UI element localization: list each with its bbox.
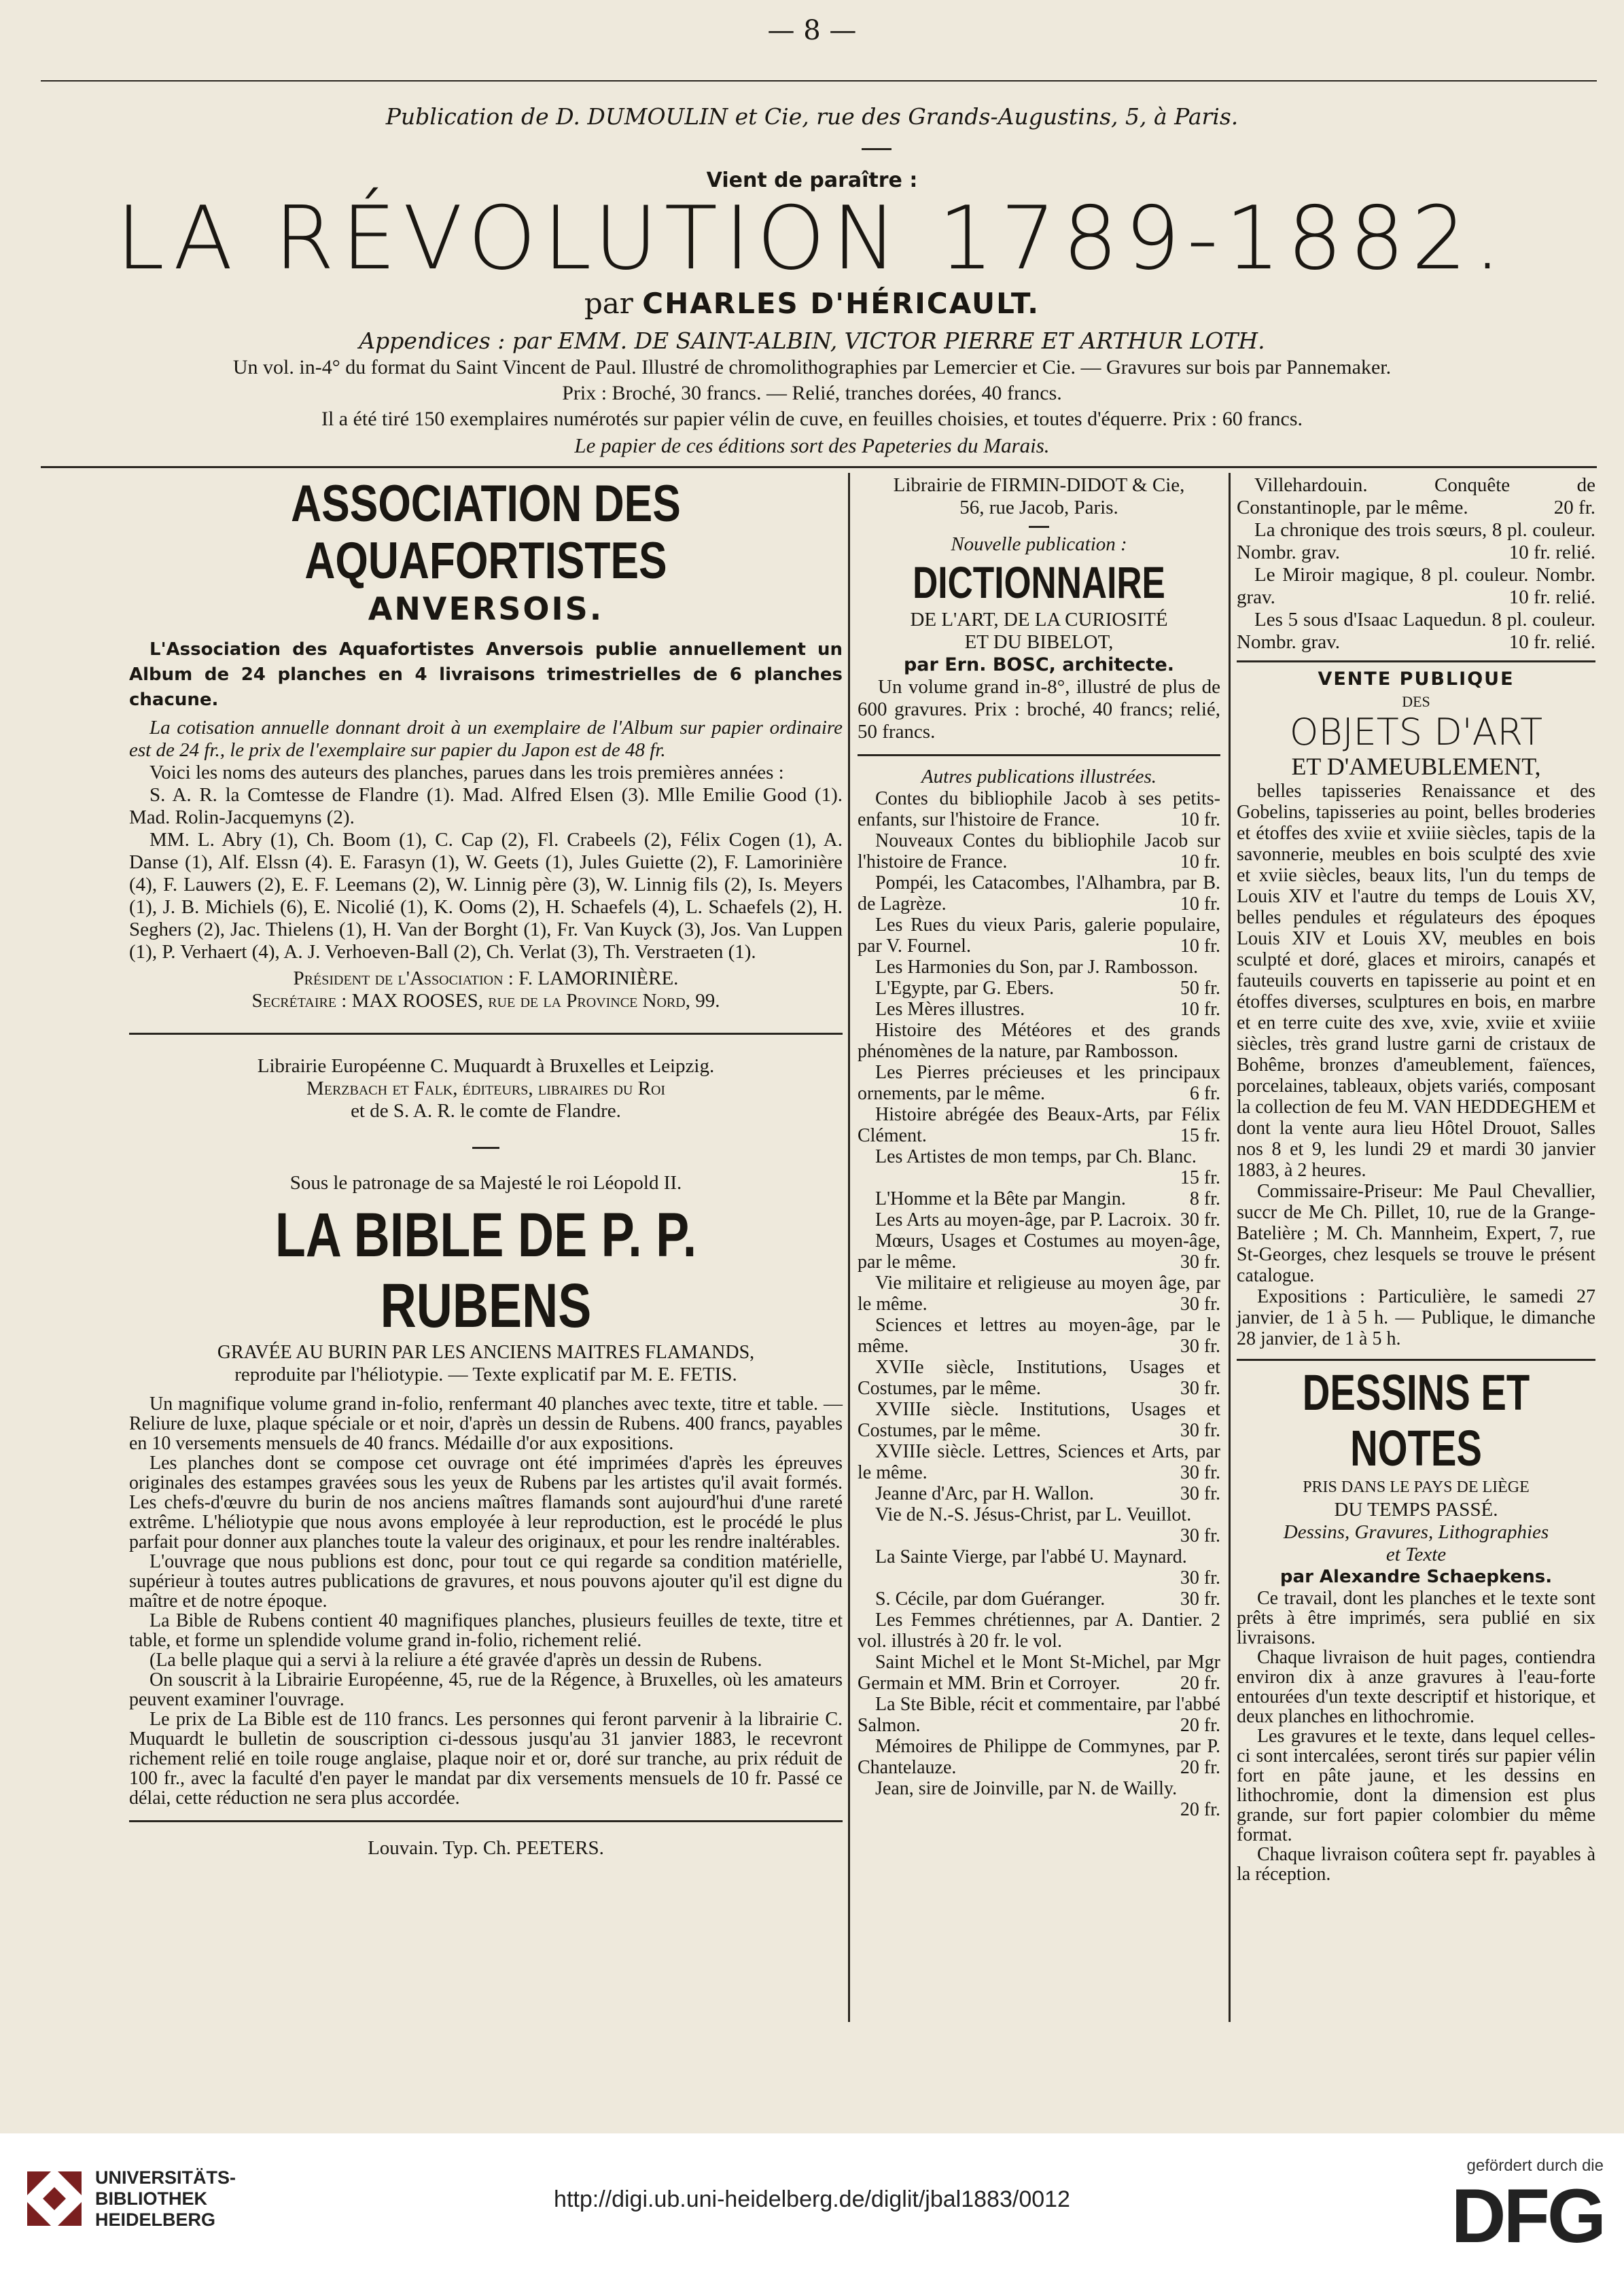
vente-paragraph: Expositions : Particulière, le samedi 27 janvier, de 1 à 5 h. — Publique, le dimanche 28 janvier, de 1 à 5 h. bbox=[1237, 1286, 1595, 1349]
publication-entry-price: 10 fr. relié. bbox=[1508, 542, 1595, 563]
publication-entry-price: 20 fr. bbox=[1553, 497, 1595, 518]
announce: Vient de paraître : bbox=[706, 168, 918, 192]
publication-entry-price: 10 fr. bbox=[1180, 851, 1220, 872]
publication-entry-price: 10 fr. relié. bbox=[1508, 631, 1595, 653]
paper-note: Le papier de ces éditions sort des Papeteries du Marais. bbox=[574, 433, 1050, 457]
publication-entry bbox=[858, 1546, 1220, 1588]
dessins-author: par Alexandre Schaepkens. bbox=[1279, 1567, 1553, 1587]
publication-entry-text: Histoire abrégée des Beaux-Arts, par Félix Clément. bbox=[858, 1104, 1220, 1146]
column-3 bbox=[1237, 474, 1595, 1884]
publication-entry bbox=[858, 1694, 1220, 1736]
publication-entry-text: Jeanne d'Arc, par H. Wallon. bbox=[875, 1483, 1094, 1504]
publication-entry bbox=[858, 1778, 1220, 1820]
publication-entry bbox=[858, 1020, 1220, 1062]
assoc-president: Président de l'Association : F. LAMORINIÈRE. bbox=[293, 968, 679, 989]
publication-entry-text: Mémoires de Philippe de Commynes, par P. Chantelauze. bbox=[858, 1736, 1220, 1778]
publication-entry bbox=[1237, 474, 1595, 519]
assoc-authors: MM. L. Abry (1), Ch. Boom (1), C. Cap (2), Fl. Crabeels (2), Félix Cogen (1), A. Danse (1), Alf. Elssn (4). E. Farasyn (1), W. Geets (1), Jules Guiette (2), F. Lamorinière (4), F. Lauwers (2), E. F. Leemans (2), W. Linnig père (3), W. Linnig fils (2), Is. Meyers (1), J. B. Michiels (6), E. Nicolié (1), K. Ooms (2), H. Schaefels (4), L. Schaefels (2), H. Seghers (2), Jac. Thielens (1), H. Van der Borght (1), Fr. Van Kuyck (3), Jos. Van Luppen (1), P. Verhaert (4), A. J. Verhoeven-Ball (2), Ch. Verlat (3), Th. Verstraeten (1). bbox=[129, 829, 843, 963]
des: DES bbox=[1402, 693, 1430, 710]
dessins-subtitle-3: Dessins, Gravures, Lithographies bbox=[1283, 1521, 1549, 1543]
publication-entry-text: L'Homme et la Bête par Mangin. bbox=[875, 1188, 1126, 1209]
book-details: Un vol. in-4° du format du Saint Vincent de Paul. Illustré de chromolithographies par Lemercier et Cie. — Gravures sur bois par Pannemaker. bbox=[232, 356, 1392, 378]
bible-subtitle-2: reproduite par l'héliotypie. — Texte explicatif par M. E. FETIS. bbox=[234, 1364, 737, 1385]
publication-entry-text: XVIIe siècle, Institutions, Usages et Costumes, par le même. bbox=[858, 1357, 1220, 1399]
author-line bbox=[0, 287, 1624, 320]
library-name-line: HEIDELBERG bbox=[95, 2209, 216, 2230]
librairie-line-3: et de S. A. R. le comte de Flandre. bbox=[351, 1100, 621, 1122]
assoc-subtitle: ANVERSOIS. bbox=[368, 590, 604, 627]
vente-paragraph: Commissaire-Priseur: Me Paul Chevallier, succr de Me Ch. Pillet, 10, rue de la Grange-Batelière ; M. Ch. Mannheim, Expert, 7, rue St-Georges, chez lesquels se trouve le présent catalogue. bbox=[1237, 1181, 1595, 1286]
publication-entry-price: 30 fr. bbox=[1180, 1525, 1220, 1546]
publication-entry-price: 30 fr. bbox=[1180, 1294, 1220, 1315]
digitization-footer bbox=[0, 2133, 1624, 2272]
publication-entry-price: 10 fr. bbox=[1180, 809, 1220, 830]
printer: Louvain. Typ. Ch. PEETERS. bbox=[368, 1837, 604, 1859]
vente-paragraph: belles tapisseries Renaissance et des Gobelins, tapisseries au point, belles broderies et étoffes des xviie et xviiie siècles, tapis de la savonnerie, meubles en bois sculpté des xvie et xviie siècles, beaux lits, l'un du temps de Louis XIV et l'autre du temps de Louis XV, belles pendules et régulateurs des époques Louis XIV et Louis XV, meubles en bois sculpté et doré, glaces et miroirs, canapés et fauteuils couverts en tapisserie au point et en étoffes diverses, sculptures en bois, en marbre et en terre cuite des xve, xvie, xviie et xviiie siècles, très grand lustre garni de cristaux de Bohême, bronzes d'ameublement, faïences, porcelaines, tableaux, objets variés, composant la collection de feu M. VAN HEDDEGHEM et dont la vente aura lieu Hôtel Drouot, Salles nos 8 et 9, les lundi 29 et mardi 30 janvier 1883, à 2 heures. bbox=[1237, 781, 1595, 1181]
column-rule-1 bbox=[848, 473, 850, 2022]
book-edition: Il a été tiré 150 exemplaires numérotés sur papier vélin de cuve, en feuilles choisies, et toutes d'équerre. Prix : 60 francs. bbox=[321, 408, 1303, 430]
top-rule bbox=[41, 466, 1597, 468]
bible-paragraph: Un magnifique volume grand in-folio, renfermant 40 planches avec texte, titre et table. — Reliure de luxe, plaque spéciale or et noir, d'après un dessin de Rubens. 400 francs, payables en 10 versements mensuels de 40 francs. Médaille d'or aux expositions. bbox=[129, 1394, 843, 1454]
dessins-paragraph: Les gravures et le texte, dans lequel celles-ci sont intercalées, seront tirés sur papier vélin fort en pâte jaune, et les dessins en lithochromie, dont la dimension est plus grande, sur fort papier colombier du même format. bbox=[1237, 1726, 1595, 1845]
publication-entry-price: 50 fr. bbox=[1180, 978, 1220, 999]
dfg-logo: DFG bbox=[1451, 2173, 1604, 2258]
publication-entry-text: Sciences et lettres au moyen-âge, par le même. bbox=[858, 1315, 1220, 1357]
author-prefix: par bbox=[584, 287, 633, 320]
dash bbox=[862, 148, 892, 150]
publication-entry-price: 20 fr. bbox=[1180, 1673, 1220, 1694]
column-rule-2 bbox=[1229, 473, 1231, 2022]
objets-d-art: OBJETS D'ART bbox=[1289, 711, 1543, 753]
autres-publications: Autres publications illustrées. bbox=[921, 766, 1157, 787]
source-url[interactable]: http://digi.ub.uni-heidelberg.de/diglit/jbal1883/0012 bbox=[554, 2186, 1070, 2212]
assoc-lead: L'Association des Aquafortistes Anversois publie annuellement un Album de 24 planches en 4 livraisons trimestrielles de 6 planches chacune. bbox=[129, 639, 843, 710]
book-title: LA RÉVOLUTION 1789-1882. bbox=[116, 188, 1508, 289]
publication-entry bbox=[858, 915, 1220, 957]
publication-entry-text: Jean, sire de Joinville, par N. de Wailly. bbox=[875, 1778, 1178, 1799]
publication-entry-text: Le Miroir magique, 8 pl. couleur. Nombr. grav. bbox=[1237, 564, 1595, 608]
bible-paragraph: Le prix de La Bible est de 110 francs. Les personnes qui feront parvenir à la librairie C. Muquardt le bulletin de souscription ci-dessous jusqu'au 31 janvier 1883, le recevront richement relié en toile rouge anglaise, plaque noir et or, doré sur tranche, au prix réduit de 100 fr., avec la faculté d'en payer le mandat par dix versements mensuels de 10 fr. Passé ce délai, cette réduction ne sera plus accordée. bbox=[129, 1709, 843, 1809]
publication-entry bbox=[858, 999, 1220, 1020]
publication-entry-price: 15 fr. bbox=[1180, 1125, 1220, 1146]
publication-entry-price: 10 fr. bbox=[1180, 893, 1220, 915]
publication-entry-text: Les Arts au moyen-âge, par P. Lacroix. bbox=[875, 1209, 1172, 1230]
publication-entry bbox=[858, 1652, 1220, 1694]
publication-entry bbox=[858, 788, 1220, 830]
bible-paragraph: (La belle plaque qui a servi à la reliure a été gravée d'après un dessin de Rubens. bbox=[149, 1650, 762, 1671]
library-name bbox=[95, 2167, 236, 2231]
dictionnaire-title: DICTIONNAIRE bbox=[913, 557, 1165, 607]
publication-entry bbox=[858, 1230, 1220, 1273]
publication-entry-price: 30 fr. bbox=[1180, 1462, 1220, 1483]
publication-entry-text: Contes du bibliophile Jacob à ses petits-enfants, sur l'histoire de France. bbox=[858, 788, 1220, 830]
publication-list-continued bbox=[1237, 474, 1595, 654]
bible-paragraph: Les planches dont se compose cet ouvrage ont été imprimées d'après les épreuves originales des estampes gravées sous les yeux de Rubens par les artistes qu'il avait formés. Les chefs-d'œuvre du burin de nos anciens maîtres flamands sont aujourd'hui d'une rareté extrême. L'héliotypie que nous avons employée à leur reproduction, est le procédé le plus parfait pour donner aux planches toute la valeur des originaux, et pour les rendre inaltérables. bbox=[129, 1453, 843, 1552]
publication-entry-text: Les Femmes chrétiennes, par A. Dantier. 2 vol. illustrés à 20 fr. le vol. bbox=[858, 1610, 1220, 1652]
assoc-title: ASSOCIATION DES AQUAFORTISTES bbox=[291, 475, 681, 590]
publication-entry-text: Les Mères illustres. bbox=[875, 999, 1025, 1020]
publication-entry bbox=[858, 1104, 1220, 1146]
publication-entry-text: Vie militaire et religieuse au moyen âge, par le même. bbox=[858, 1273, 1220, 1315]
bible-paragraph: On souscrit à la Librairie Européenne, 45, rue de la Régence, à Bruxelles, où les amateurs peuvent examiner l'ouvrage. bbox=[129, 1669, 843, 1710]
publication-entry-text: Les Artistes de mon temps, par Ch. Blanc. bbox=[875, 1146, 1197, 1167]
publication-entry-price: 20 fr. bbox=[1180, 1715, 1220, 1736]
patronage: Sous le patronage de sa Majesté le roi Léopold II. bbox=[289, 1172, 682, 1194]
publication-entry-price: 20 fr. bbox=[1180, 1799, 1220, 1820]
university-logo-icon bbox=[20, 2165, 88, 2233]
publication-entry-text: L'Egypte, par G. Ebers. bbox=[875, 978, 1055, 999]
appendices: Appendices : par EMM. DE SAINT-ALBIN, VICTOR PIERRE ET ARTHUR LOTH. bbox=[359, 327, 1265, 354]
dict-subtitle-2: ET DU BIBELOT, bbox=[964, 631, 1114, 653]
publisher-2: Librairie de FIRMIN-DIDOT & Cie, bbox=[893, 474, 1185, 496]
publication-entry-price: 30 fr. bbox=[1180, 1252, 1220, 1273]
publication-entry-text: Les Rues du vieux Paris, galerie populaire, par V. Fournel. bbox=[858, 915, 1220, 957]
author-name: CHARLES D'HÉRICAULT. bbox=[642, 287, 1040, 320]
ameublement: ET D'AMEUBLEMENT, bbox=[1291, 753, 1541, 780]
publication-entry-text: Les Pierres précieuses et les principaux ornements, par le même. bbox=[858, 1062, 1220, 1104]
section-rule bbox=[1237, 1359, 1595, 1361]
nouvelle-publication: Nouvelle publication : bbox=[951, 533, 1127, 555]
publication-entry-text: XVIIIe siècle. Lettres, Sciences et Arts, par le même. bbox=[858, 1441, 1220, 1483]
bible-paragraph: La Bible de Rubens contient 40 magnifiques planches, plusieurs feuilles de texte, titre et table, et forme un splendide volume grand in-folio, richement relié. bbox=[129, 1610, 843, 1651]
publication-entry-price: 20 fr. bbox=[1180, 1757, 1220, 1778]
publication-entry-text: Les 5 sous d'Isaac Laquedun. 8 pl. couleur. Nombr. grav. bbox=[1237, 609, 1595, 653]
publication-entry-price: 10 fr. bbox=[1180, 936, 1220, 957]
assoc-secretary: Secrétaire : MAX ROOSES, rue de la Province Nord, 99. bbox=[251, 990, 720, 1012]
book-price: Prix : Broché, 30 francs. — Relié, tranches dorées, 40 francs. bbox=[562, 382, 1062, 404]
librairie-line-2: Merzbach et Falk, éditeurs, libraires du Roi bbox=[306, 1078, 666, 1099]
publication-entry-text: XVIIIe siècle. Institutions, Usages et Costumes, par le même. bbox=[858, 1399, 1220, 1441]
dash bbox=[472, 1147, 499, 1149]
dessins-title: DESSINS ET NOTES bbox=[1302, 1364, 1530, 1476]
library-name-line: BIBLIOTHEK bbox=[95, 2188, 207, 2209]
publication-entry bbox=[858, 978, 1220, 999]
dessins-subtitle-2: DU TEMPS PASSÉ. bbox=[1334, 1499, 1498, 1521]
publication-entry bbox=[858, 1315, 1220, 1357]
dict-author: par Ern. BOSC, architecte. bbox=[903, 654, 1175, 675]
publication-entry-text: Villehardouin. Conquête de Constantinople, par le même. bbox=[1237, 474, 1595, 518]
publication-entry-text: Histoire des Météores et des grands phénomènes de la nature, par Rambosson. bbox=[858, 1020, 1220, 1062]
publication-entry-text: Les Harmonies du Son, par J. Rambosson. bbox=[875, 957, 1199, 978]
dict-subtitle: DE L'ART, DE LA CURIOSITÉ bbox=[910, 609, 1168, 631]
publication-entry-price: 30 fr. bbox=[1180, 1378, 1220, 1399]
dessins-paragraph: Chaque livraison coûtera sept fr. payables à la réception. bbox=[1237, 1844, 1595, 1885]
publication-entry-text: Pompéi, les Catacombes, l'Alhambra, par B. de Lagrèze. bbox=[858, 872, 1220, 915]
publication-entry bbox=[1237, 564, 1595, 609]
dict-description: Un volume grand in-8°, illustré de plus de 600 gravures. Prix : broché, 40 francs; relié, 50 francs. bbox=[858, 676, 1220, 743]
publisher-line: Publication de D. DUMOULIN et Cie, rue des Grands-Augustins, 5, à Paris. bbox=[385, 103, 1239, 130]
publication-entry bbox=[858, 1062, 1220, 1104]
section-rule bbox=[129, 1033, 843, 1035]
funded-by: gefördert durch die bbox=[1466, 2156, 1604, 2175]
publication-entry-price: 30 fr. bbox=[1180, 1588, 1220, 1610]
page-number: — 8 — bbox=[767, 15, 857, 46]
assoc-paragraph: S. A. R. la Comtesse de Flandre (1). Mad. Alfred Elsen (3). Mlle Emilie Good (1). Mad. Rolin-Jacquemyns (2). bbox=[129, 784, 843, 828]
publication-entry bbox=[858, 1588, 1220, 1610]
publication-entry bbox=[858, 1273, 1220, 1315]
dessins-subtitle: PRIS DANS LE PAYS DE LIÈGE bbox=[1303, 1478, 1530, 1496]
section-rule bbox=[858, 754, 1220, 756]
librairie-line-1: Librairie Européenne C. Muquardt à Bruxelles et Leipzig. bbox=[257, 1055, 715, 1077]
publication-entry bbox=[858, 1441, 1220, 1483]
column-2 bbox=[858, 474, 1220, 1820]
publication-entry bbox=[858, 1483, 1220, 1504]
publication-entry bbox=[858, 1188, 1220, 1209]
publication-entry bbox=[858, 872, 1220, 915]
publication-entry-text: Nouveaux Contes du bibliophile Jacob sur l'histoire de France. bbox=[858, 830, 1220, 872]
bible-subtitle: GRAVÉE AU BURIN PAR LES ANCIENS MAITRES FLAMANDS, bbox=[217, 1342, 755, 1363]
publisher-2-address: 56, rue Jacob, Paris. bbox=[959, 497, 1118, 518]
publication-entry-text: Saint Michel et le Mont St-Michel, par Mgr Germain et MM. Brin et Corroyer. bbox=[858, 1652, 1220, 1694]
publication-entry bbox=[858, 1504, 1220, 1546]
section-rule bbox=[129, 1820, 843, 1822]
publication-entry bbox=[1237, 519, 1595, 564]
publication-entry bbox=[858, 1610, 1220, 1652]
publication-entry bbox=[858, 957, 1220, 978]
publication-entry-text: La chronique des trois sœurs, 8 pl. couleur. Nombr. grav. bbox=[1237, 519, 1595, 563]
publication-entry-price: 6 fr. bbox=[1189, 1083, 1220, 1104]
publication-entry bbox=[858, 1146, 1220, 1188]
publication-entry-price: 30 fr. bbox=[1180, 1420, 1220, 1441]
dash bbox=[1029, 526, 1049, 528]
publication-entry-text: Mœurs, Usages et Costumes au moyen-âge, par le même. bbox=[858, 1230, 1220, 1273]
publication-entry bbox=[1237, 609, 1595, 654]
bible-title: LA BIBLE DE P. P. RUBENS bbox=[275, 1201, 697, 1341]
publication-entry bbox=[858, 1357, 1220, 1399]
publication-entry-price: 10 fr. bbox=[1180, 999, 1220, 1020]
publication-entry-price: 30 fr. bbox=[1180, 1483, 1220, 1504]
publication-entry bbox=[858, 1209, 1220, 1230]
column-1 bbox=[129, 476, 843, 1860]
publication-entry-text: S. Cécile, par dom Guéranger. bbox=[875, 1588, 1106, 1610]
bible-paragraph: L'ouvrage que nous publions est donc, pour tout ce qui regarde sa condition matérielle, supérieur à toutes autres publications de gravures, et nous pouvons ajouter qu'il est digne du maître et de notre époque. bbox=[129, 1551, 843, 1612]
publication-entry-price: 30 fr. bbox=[1180, 1336, 1220, 1357]
header-rule bbox=[41, 80, 1597, 82]
assoc-italic: La cotisation annuelle donnant droit à un exemplaire de l'Album sur papier ordinaire est de 24 fr., le prix de l'exemplaire sur papier du Japon est de 48 fr. bbox=[129, 717, 843, 761]
publication-entry-price: 8 fr. bbox=[1189, 1188, 1220, 1209]
assoc-paragraph: Voici les noms des auteurs des planches, parues dans les trois premières années : bbox=[149, 762, 784, 783]
publication-entry bbox=[858, 1736, 1220, 1778]
dessins-paragraph: Chaque livraison de huit pages, contiendra environ dix à anze gravures à l'eau-forte entourées d'un texte descriptif et historique, et deux planches en lithochromie. bbox=[1237, 1647, 1595, 1727]
library-name-line: UNIVERSITÄTS- bbox=[95, 2167, 236, 2188]
publication-entry-price: 15 fr. bbox=[1180, 1167, 1220, 1188]
publication-entry-price: 10 fr. relié. bbox=[1508, 586, 1595, 608]
publication-entry bbox=[858, 1399, 1220, 1441]
publication-entry-price: 30 fr. bbox=[1180, 1209, 1220, 1230]
publication-entry-price: 30 fr. bbox=[1180, 1567, 1220, 1588]
vente-publique: VENTE PUBLIQUE bbox=[1318, 669, 1515, 690]
publication-entry-text: La Ste Bible, récit et commentaire, par l'abbé Salmon. bbox=[858, 1694, 1220, 1736]
publication-entry-text: Vie de N.-S. Jésus-Christ, par L. Veuillot. bbox=[875, 1504, 1192, 1525]
dessins-paragraph: Ce travail, dont les planches et le texte sont prêts à être imprimés, sera publié en six livraisons. bbox=[1237, 1588, 1595, 1648]
dessins-subtitle-4: et Texte bbox=[1385, 1544, 1447, 1565]
section-rule bbox=[1237, 660, 1595, 662]
publication-entry bbox=[858, 830, 1220, 872]
publication-list bbox=[858, 788, 1220, 1820]
publication-entry-text: La Sainte Vierge, par l'abbé U. Maynard. bbox=[875, 1546, 1187, 1567]
